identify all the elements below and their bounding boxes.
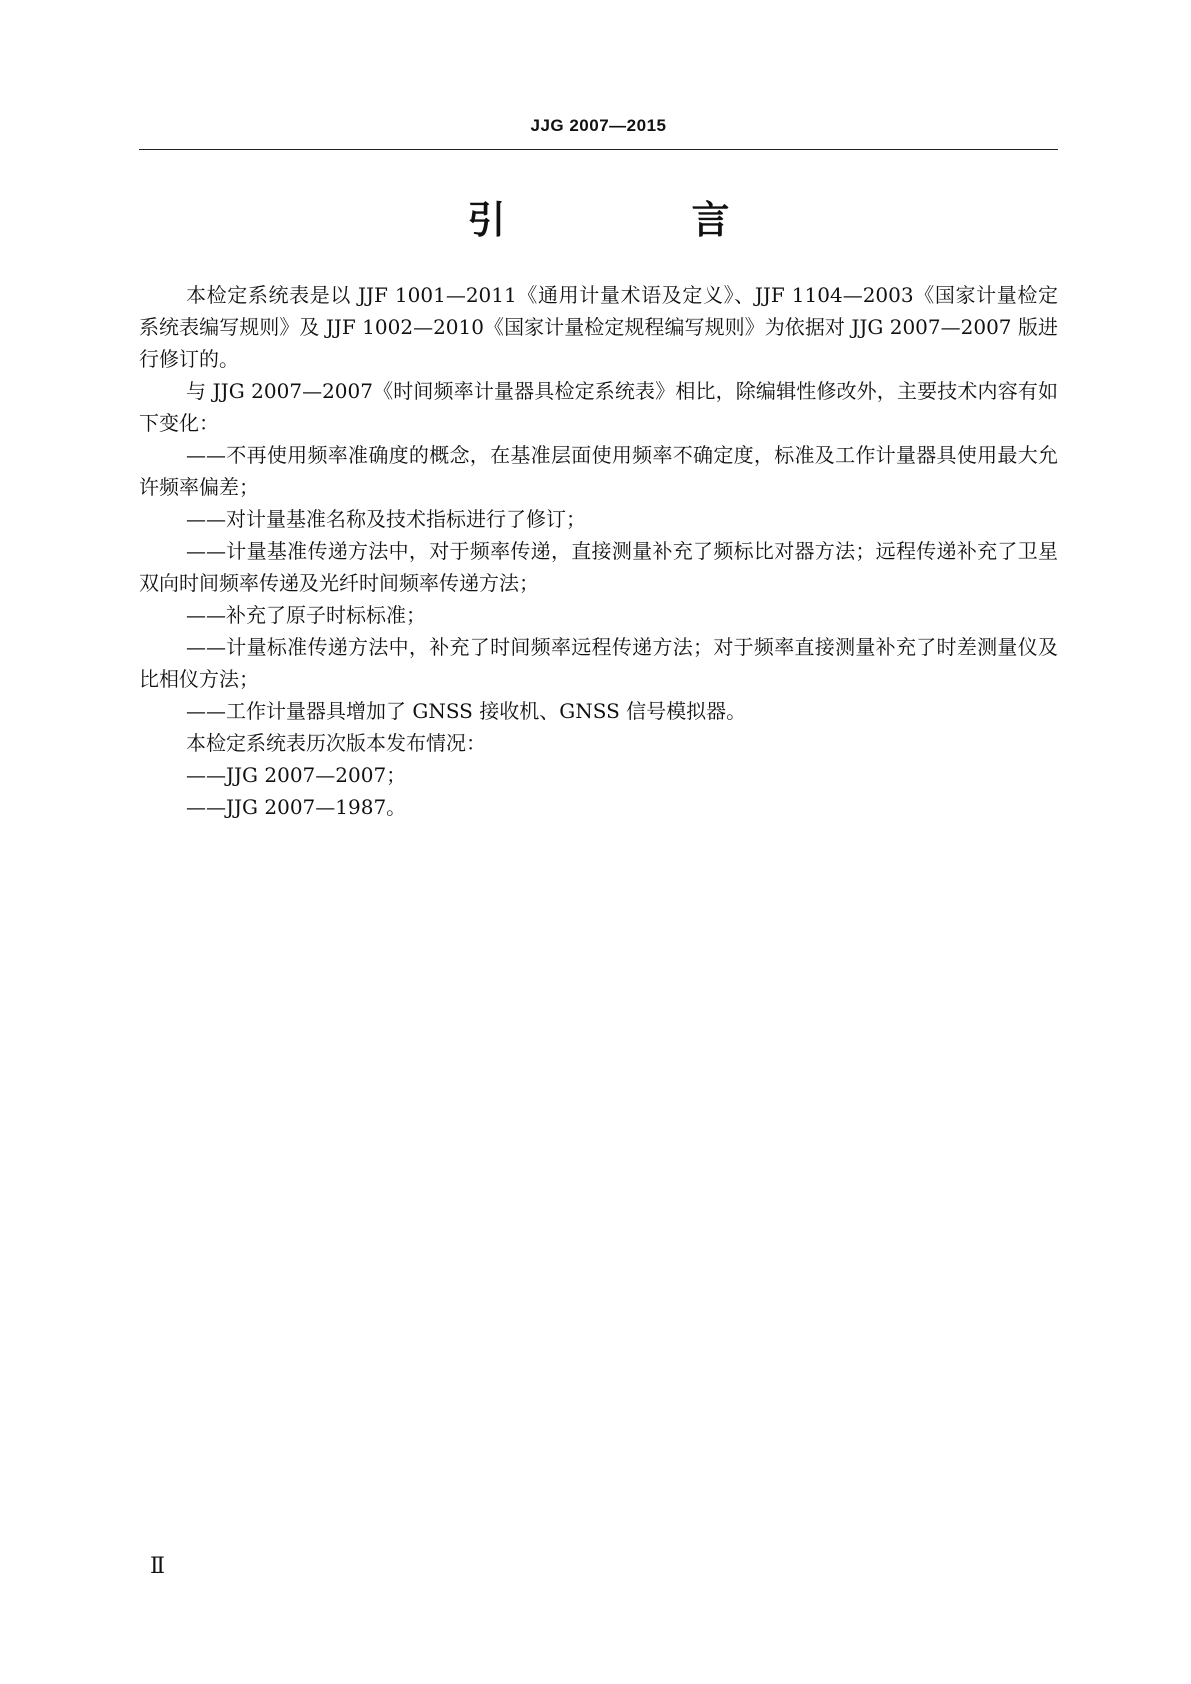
history-item-1987: ——JJG 2007—1987。 [186, 795, 407, 819]
page-number: Ⅱ [150, 1554, 165, 1579]
change-item-standard-transfer: ——计量标准传递方法中，补充了时间频率远程传递方法；对于频率直接测量补充了时差测量仪及比相仪方法； [139, 635, 1058, 691]
section-title: 引 言 [467, 198, 804, 242]
change-item-atomic-timescale: ——补充了原子时标标准； [186, 603, 426, 627]
header-rule [139, 149, 1058, 150]
paragraph-history-intro: 本检定系统表历次版本发布情况： [186, 731, 486, 755]
change-item-primary-transfer: ——计量基准传递方法中，对于频率传递，直接测量补充了频标比对器方法；远程传递补充了卫星双向时间频率传递及光纤时间频率传递方法； [139, 539, 1058, 595]
change-item-uncertainty: ——不再使用频率准确度的概念，在基准层面使用频率不确定度，标准及工作计量器具使用最大允许频率偏差； [139, 443, 1058, 499]
change-item-primary-standard: ——对计量基准名称及技术指标进行了修订； [186, 507, 586, 531]
body-text [139, 279, 1058, 823]
change-item-gnss: ——工作计量器具增加了 GNSS 接收机、GNSS 信号模拟器。 [186, 699, 747, 723]
paragraph-changes-intro: 与 JJG 2007—2007《时间频率计量器具检定系统表》相比，除编辑性修改外，主要技术内容有如下变化： [139, 379, 1058, 435]
running-header: JJG 2007—2015 [530, 116, 667, 135]
history-item-2007: ——JJG 2007—2007； [186, 763, 407, 787]
paragraph-basis: 本检定系统表是以 JJF 1001—2011《通用计量术语及定义》、JJF 1104—2003《国家计量检定系统表编写规则》及 JJF 1002—2010《国家计量检定规程编写规则》为依据对 JJG 2007—2007 版进行修订的。 [139, 283, 1058, 371]
